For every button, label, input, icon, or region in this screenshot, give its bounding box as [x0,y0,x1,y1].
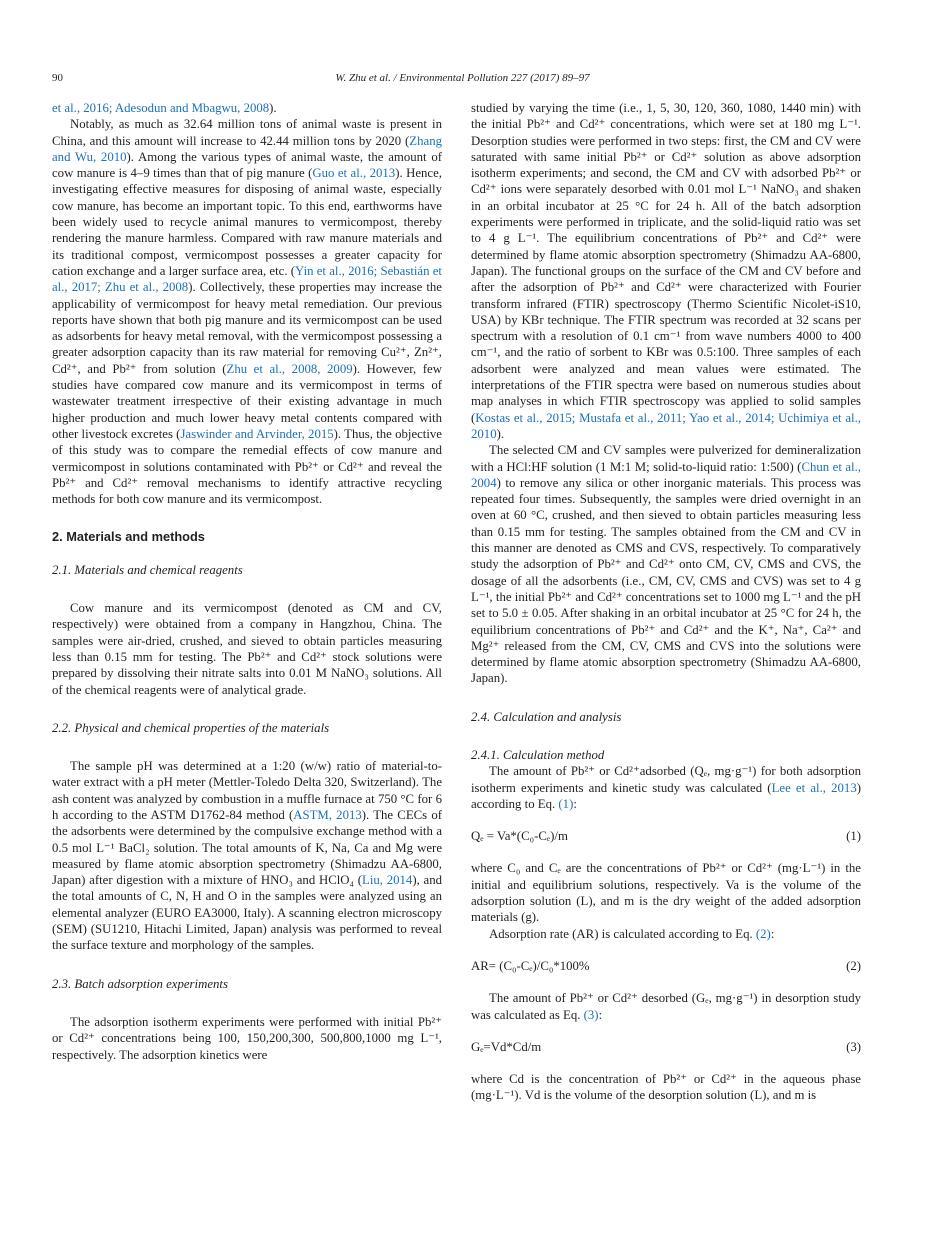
citation-link[interactable]: Zhang and Wu, 2010 [52,133,442,164]
subsection-heading: 2.3. Batch adsorption experiments [52,976,228,991]
paragraph-eq1-desc: where C₀ and Cₑ are the concentrations of Pb²⁺ or Cd²⁺ (mg·L⁻¹) in the initial and equilibrium solutions, respectively. Va is the volume of the adsorption solution (L), and m is the dry weight of the added adsorption materials (g). [471,861,861,925]
paragraph-properties: The sample pH was determined at a 1:20 (w/w) ratio of material-to-water extract with a pH meter (Mettler-Toledo Delta 320, Switzerland). The ash content was analyzed by combustion in a muffle furnace at 750 °C for 6 h according to the ASTM D1762-84 method (ASTM, 2013). The CECs of the adsorbents were determined by the compulsive exchange method with a 0.5 mol L⁻¹ BaCl₂ solution. The total amounts of K, Na, Ca and Mg were measured by flame atomic absorption spectrometry (Shimadzu AA-6800, Japan) after digestion with a mixture of HNO₃ and HClO₄ (Liu, 2014), and the total amounts of C, N, H and O in the samples were analyzed using an elemental analyzer (EURO EA3000, Italy). A scanning electron microscopy (SEM) (SU1210, Hitachi Limited, Japan) analysis was performed to reveal the surface texture and morphology of the samples. [52,759,443,953]
paragraph-batch: The adsorption isotherm experiments were performed with initial Pb²⁺ or Cd²⁺ concentrations being 100, 150,200,300, 500,800,1000 mg L⁻¹, respectively. The adsorption kinetics were [52,1014,442,1062]
right-column [471,100,861,1104]
citation-link[interactable]: Lee et al., 2013 [771,780,857,795]
left-column [52,100,442,1063]
paragraph-demineralization: The selected CM and CV samples were pulverized for demineralization with a HCl:HF solution (1 M:1 M; solid-to-liquid ratio: 1:500) (Chun et al., 2004) to remove any silica or other inorganic materials. This process was repeated four times. Subsequently, the samples were dried overnight in an oven at 60 °C, crushed, and then sieved to obtain particles measuring less than 0.15 mm for testing. The samples obtained from the CM and CV in this manner are denoted as CMS and CVS, respectively. To comparatively study the adsorption of Pb²⁺ and Cd²⁺ onto CM, CV, CMS and CVS, the dosage of all the adsorbents (i.e., CM, CV, CMS and CVS) was set to 4 g L⁻¹, the initial Pb²⁺ and Cd²⁺ concentrations set to 1000 mg L⁻¹ and the pH set to 5.0 ± 0.05. After shaking in an orbital incubator at 25 °C for 24 h, the equilibrium concentrations of Pb²⁺ and Cd²⁺ and the K⁺, Na⁺, Ca²⁺ and Mg²⁺ released from the CM, CV, CMS and CVS into the solutions were determined by flame atomic absorption spectrometry (Shimadzu AA-6800, Japan). [471,443,861,686]
equation-1: Qₑ = Va*(C₀-Cₑ)/m (1) [471,829,861,844]
paragraph-intro: Notably, as much as 32.64 million tons of animal waste is present in China, and this amount will increase to 42.44 million tons by 2020 (Zhang and Wu, 2010). Among the various types of animal waste, the amount of cow manure is 4–9 times than that of pig manure (Guo et al., 2013). Hence, investigating effective measures for disposing of animal waste, especially cow manure, has become an important topic. To this end, earthworms have been widely used to recycle animal manures to vermicompost, thereby rendering the manure harmless. Compared with raw manure materials and its traditional compost, vermicompost possesses a greater capacity for cation exchange and a larger surface area, etc. (Yin et al., 2016; Sebastián et al., 2017; Zhu et al., 2008). Collectively, these properties may increase the applicability of vermicompost for heavy metal remediation. Our previous reports have shown that both pig manure and its vermicompost can be used as adsorbents for heavy metal removal, with the vermicompost possessing a greater adsorption capacity than its raw material for removing Cu²⁺, Zn²⁺, Cd²⁺, and Pb²⁺ from solution (Zhu et al., 2008, 2009). However, few studies have compared cow manure and its vermicompost in terms of wastewater treatment irrespective of their existing advantage in much higher production and much lower heavy metal contents compared with other livestock excretes (Jaswinder and Arvinder, 2015). Thus, the objective of this study was to compare the remedial effects of cow manure and vermicompost in solutions contaminated with Pb²⁺ or Cd²⁺ and reveal the Pb²⁺ and Cd²⁺ removal mechanisms to identify attractive recycling methods for both cow manure and its vermicompost. [52,117,443,507]
citation-link[interactable]: Chun et al., 2004 [471,459,861,490]
subsection-heading: 2.2. Physical and chemical properties of the materials [52,720,330,735]
paragraph-desorb: The amount of Pb²⁺ or Cd²⁺ desorbed (Gₑ, mg·g⁻¹) in desorption study was calculated as Eq. (3): [471,991,861,1022]
page-number: 90 [52,72,63,84]
equation-link[interactable]: (2) [755,926,771,941]
citation-link[interactable]: ASTM, 2013 [293,807,362,822]
paragraph-ar: Adsorption rate (AR) is calculated according to Eq. (2): [489,926,775,941]
citation-link[interactable]: Kostas et al., 2015; Mustafa et al., 2011; Yao et al., 2014; Uchimiya et al., 2010 [471,410,861,441]
paragraph-kinetics: studied by varying the time (i.e., 1, 5, 30, 120, 360, 1080, 1440 min) with the initial Pb²⁺ and Cd²⁺ concentrations, which were set at 180 mg L⁻¹. Desorption studies were performed in two steps: first, the CM and CV were saturated with same initial Pb²⁺ or Cd²⁺ solution as above adsorption isotherm experiments; and second, the CM and CV with adsorbed Pb²⁺ or Cd²⁺ ions were separately desorbed with 0.01 mol L⁻¹ NaNO₃ and shaken in an orbital incubator at 25 °C for 24 h. All of the batch adsorption experiments were performed in triplicate, and the solid-liquid ratio was set to 4 g L⁻¹. The equilibrium concentrations of Pb²⁺ and Cd²⁺ were determined by flame atomic absorption spectrometry (Shimadzu AA-6800, Japan). The functional groups on the surface of the CM and CV before and after the adsorption of Pb²⁺ and Cd²⁺ were characterized with Fourier transform infrared (FTIR) spectroscopy (Thermo Scientific Nicolet-iS10, USA) by KBr technique. The FTIR spectrum was recorded at 32 scans per spectrum with a resolution of 0.1 cm⁻¹ from wave numbers 4000 to 400 cm⁻¹, and the ratio of sorbent to KBr was 0.5:100. Three samples of each adsorbent were analyzed and mean values were estimated. The interpretations of the FTIR spectra were based on numerous studies about map analyses in which FTIR spectroscopy was applied to solid samples (Kostas et al., 2015; Mustafa et al., 2011; Yao et al., 2014; Uchimiya et al., 2010). [471,101,861,441]
equation-2: AR= (C₀-Cₑ)/C₀*100% (2) [471,958,861,973]
citation-link[interactable]: Guo et al., 2013 [312,166,396,181]
subsection-heading: 2.1. Materials and chemical reagents [52,562,243,577]
paragraph-materials: Cow manure and its vermicompost (denoted as CM and CV, respectively) were obtained from a company in Hangzhou, China. The samples were air-dried, crushed, and sieved to obtain particles measuring less than 0.15 mm for testing. The Pb²⁺ and Cd²⁺ stock solutions were prepared by dissolving their nitrate salts into 0.01 M NaNO₃ solutions. All of the chemical reagents were of analytical grade. [52,601,442,697]
citation-link[interactable]: Liu, 2014 [362,873,413,888]
subsection-heading: 2.4. Calculation and analysis [471,709,622,724]
equation-3: Gₑ=Vd*Cd/m (3) [471,1039,861,1054]
running-head: W. Zhu et al. / Environmental Pollution 227 (2017) 89–97 [335,72,590,84]
equation-number: (1) [846,829,861,844]
paragraph-continuation: et al., 2016; Adesodun and Mbagwu, 2008). [52,101,277,115]
equation-link[interactable]: (1) [558,796,574,811]
paragraph-calc: The amount of Pb²⁺ or Cd²⁺adsorbed (Qₑ, mg·g⁻¹) for both adsorption isotherm experiments and kinetic study was calculated (Lee et al., 2013) according to Eq. (1): [471,764,861,811]
citation-link[interactable]: Zhu et al., 2008, 2009 [226,361,353,376]
equation-link[interactable]: (3) [583,1007,599,1022]
equation-number: (3) [846,1039,861,1054]
citation-link[interactable]: et al., 2016; Adesodun and Mbagwu, 2008 [52,101,270,115]
subsubsection-heading: 2.4.1. Calculation method [471,747,605,762]
citation-link[interactable]: Yin et al., 2016; Sebastián et al., 2017; Zhu et al., 2008 [52,263,442,295]
equation-number: (2) [846,958,861,973]
section-heading: 2. Materials and methods [52,529,205,545]
paragraph-eq3-desc: where Cd is the concentration of Pb²⁺ or Cd²⁺ in the aqueous phase (mg·L⁻¹). Vd is the volume of the desorption solution (L), and m is [471,1072,861,1103]
citation-link[interactable]: Jaswinder and Arvinder, 2015 [180,426,334,441]
